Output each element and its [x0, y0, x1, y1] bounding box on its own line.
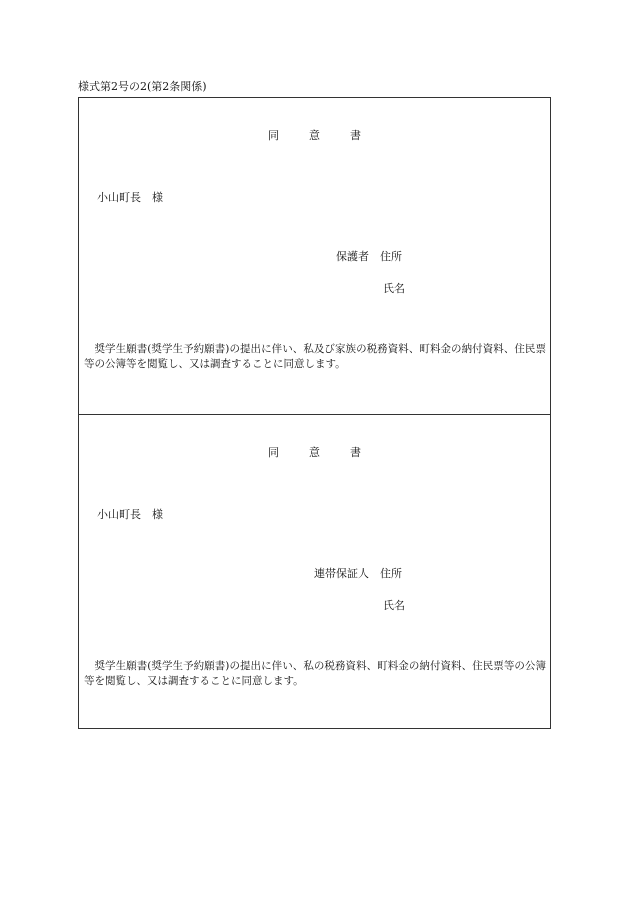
addressee: [97, 191, 163, 205]
addressee-name: 小山町長: [97, 191, 141, 204]
consent-form-frame: [78, 97, 551, 729]
addressee-honorific: 様: [152, 191, 163, 204]
signer-address-row: [336, 250, 402, 264]
addressee-name: 小山町長: [97, 508, 141, 521]
signer-role: 保護者: [336, 250, 369, 263]
form-number-label: 様式第2号の2(第2条関係): [78, 80, 207, 93]
signer-address-row: [314, 567, 402, 581]
signer-role: 連帯保証人: [314, 567, 369, 580]
consent-statement: 奨学生願書(奨学生予約願書)の提出に伴い、私及び家族の税務資料、町料金の納付資料、住民票等の公簿等を閲覧し、又は調査することに同意します。: [84, 343, 546, 370]
guarantor-consent-section: [79, 414, 550, 731]
addressee: [97, 508, 163, 522]
addressee-honorific: 様: [152, 508, 163, 521]
consent-title: 同意書: [268, 446, 391, 459]
address-label: 住所: [380, 250, 402, 263]
guardian-consent-section: [79, 98, 550, 414]
name-label: 氏名: [383, 599, 405, 612]
name-label: 氏名: [383, 282, 405, 295]
consent-title: 同意書: [268, 129, 391, 142]
consent-statement: 奨学生願書(奨学生予約願書)の提出に伴い、私の税務資料、町料金の納付資料、住民票等の公簿等を閲覧し、又は調査することに同意します。: [84, 660, 546, 687]
address-label: 住所: [380, 567, 402, 580]
